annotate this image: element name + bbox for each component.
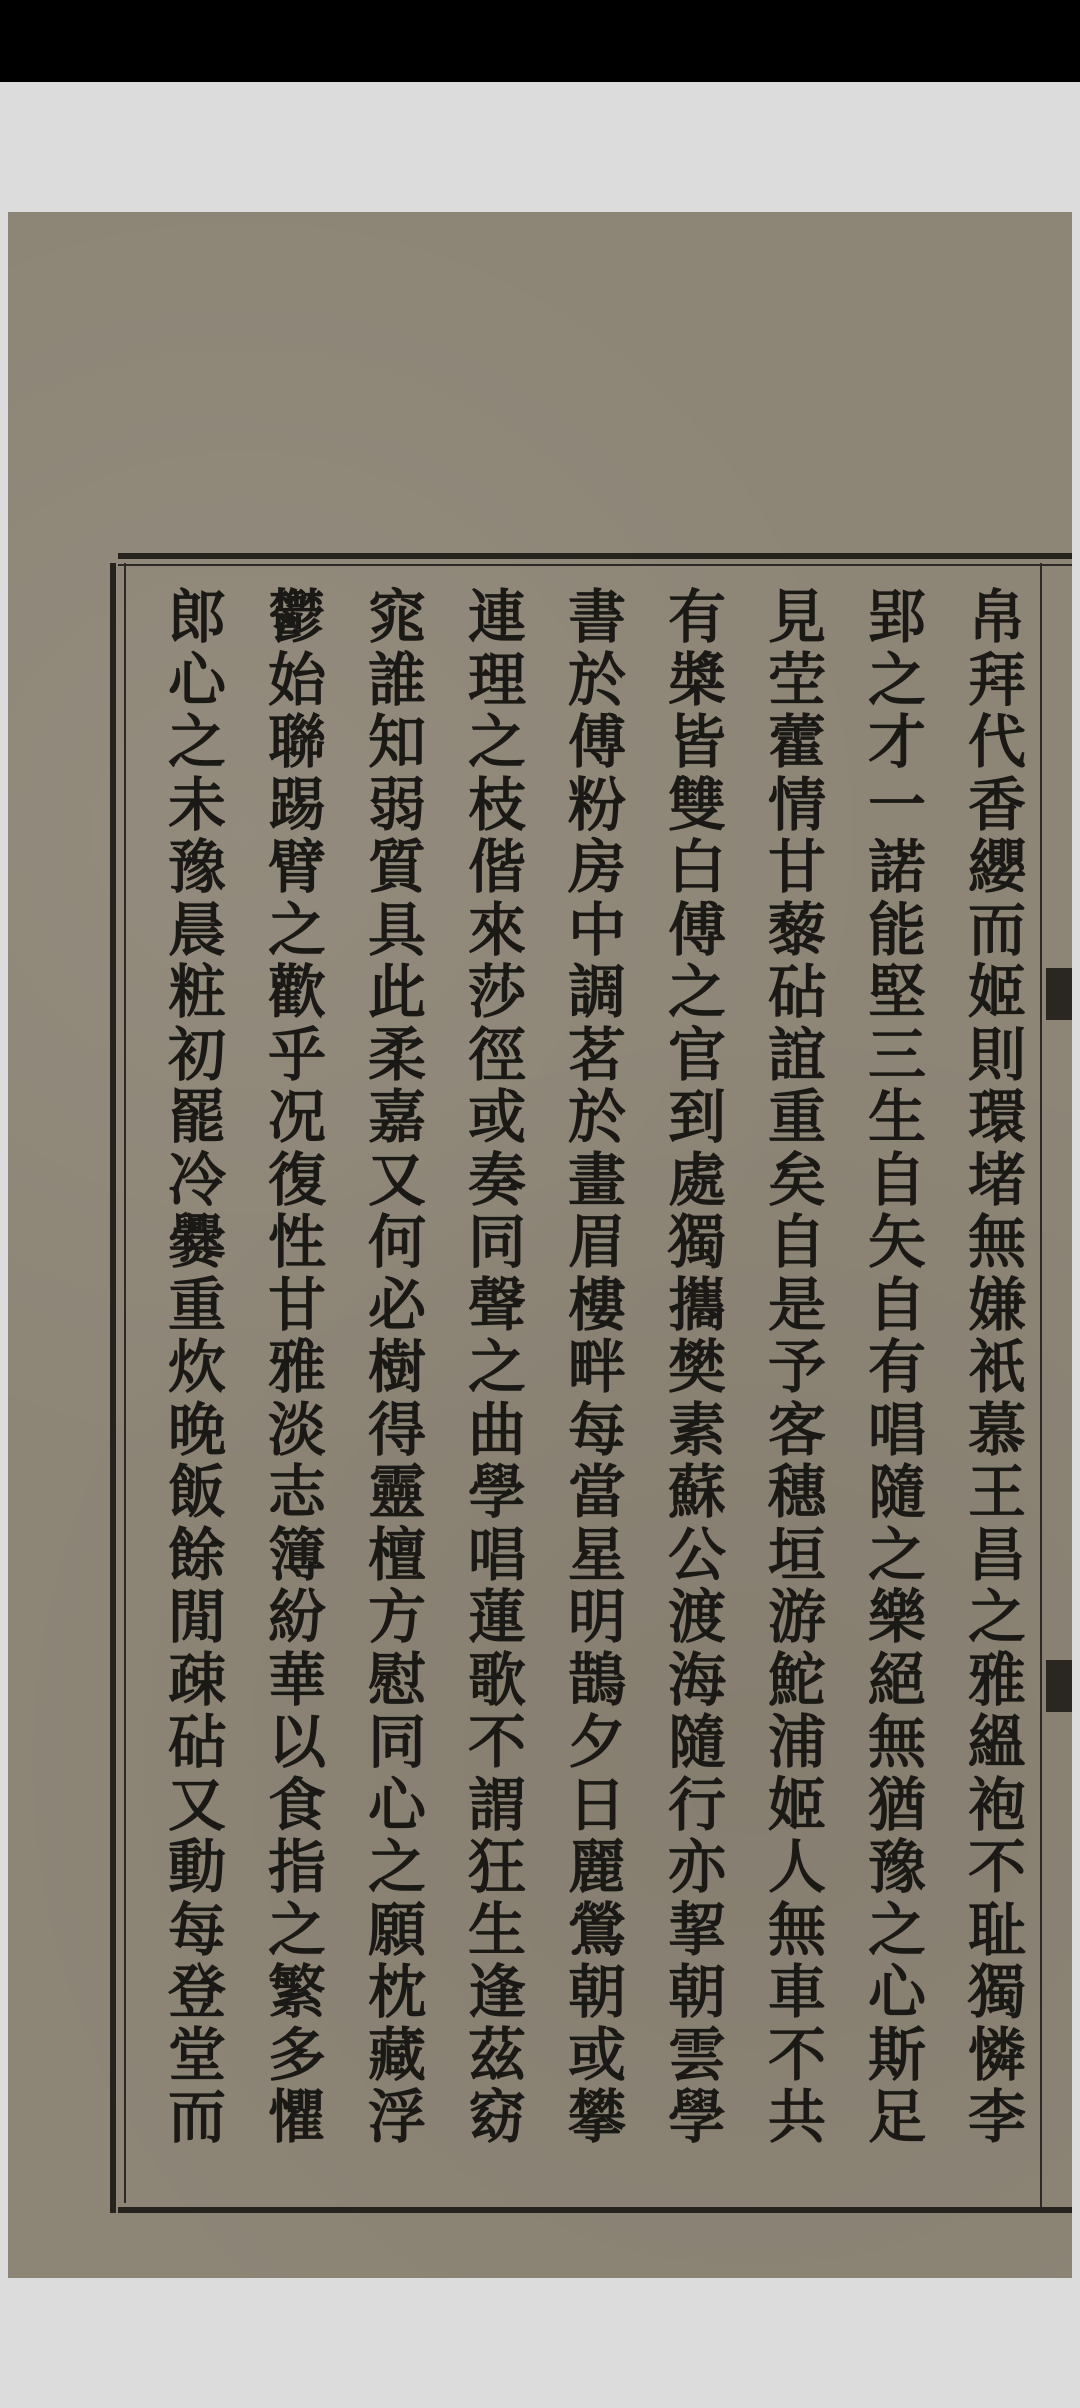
text-column-3: 見 茔 藿 情 甘 藜 砧 誼 重 矣 自 是 予 客 穗 垣 游 鮀 浦 姬 人 無 車 不 共 (767, 583, 826, 2151)
text-column-6: 連 理 之 枝 偕 來 莎 徑 或 奏 同 聲 之 曲 學 唱 蓮 歌 不 謂 狂 生 逢 茲 窈 (467, 583, 526, 2151)
text-column-9: 郎 心 之 未 豫 晨 粧 初 罷 冷 爨 重 炊 晚 飯 餘 閒 疎 砧 又 動 每 登 堂 而 (167, 583, 226, 2151)
right-border-rule (1040, 563, 1042, 2207)
top-inner-rule (118, 564, 1072, 566)
text-column-5: 書 於 傅 粉 房 中 調 茗 於 畫 眉 樓 畔 每 當 星 明 鵲 夕 日 麗 鶯 朝 或 攀 (567, 583, 626, 2151)
bottom-border-rule (118, 2207, 1072, 2213)
page-edge-tab-lower (1046, 1660, 1072, 1712)
left-border-rule (110, 563, 116, 2213)
left-inner-rule (124, 563, 126, 2203)
text-column-7: 窕 誰 知 弱 質 具 此 柔 嘉 又 何 必 樹 得 靈 檀 方 慰 同 心 之 願 枕 藏 浮 (367, 583, 426, 2151)
text-column-1: 帛 拜 代 香 纓 而 姬 則 環 堵 無 嫌 衹 慕 王 昌 之 雅 縕 袍 不 耻 獨 憐 李 (967, 583, 1026, 2151)
text-column-4: 有 槳 皆 雙 白 傅 之 官 到 處 獨 攜 樊 素 蘇 公 渡 海 隨 行 亦 挈 朝 雲 學 (667, 583, 726, 2151)
top-border-rule (118, 553, 1072, 559)
page-edge-tab-upper (1046, 968, 1072, 1020)
text-column-8: 鬱 始 聯 踢 臂 之 歡 乎 况 復 性 甘 雅 淡 志 簿 紛 華 以 食 指 之 繁 多 懼 (267, 583, 326, 2151)
text-column-2: 郢 之 才 一 諾 能 堅 三 生 自 矢 自 有 唱 隨 之 樂 絕 無 猶 豫 之 心 斯 足 (867, 583, 926, 2151)
